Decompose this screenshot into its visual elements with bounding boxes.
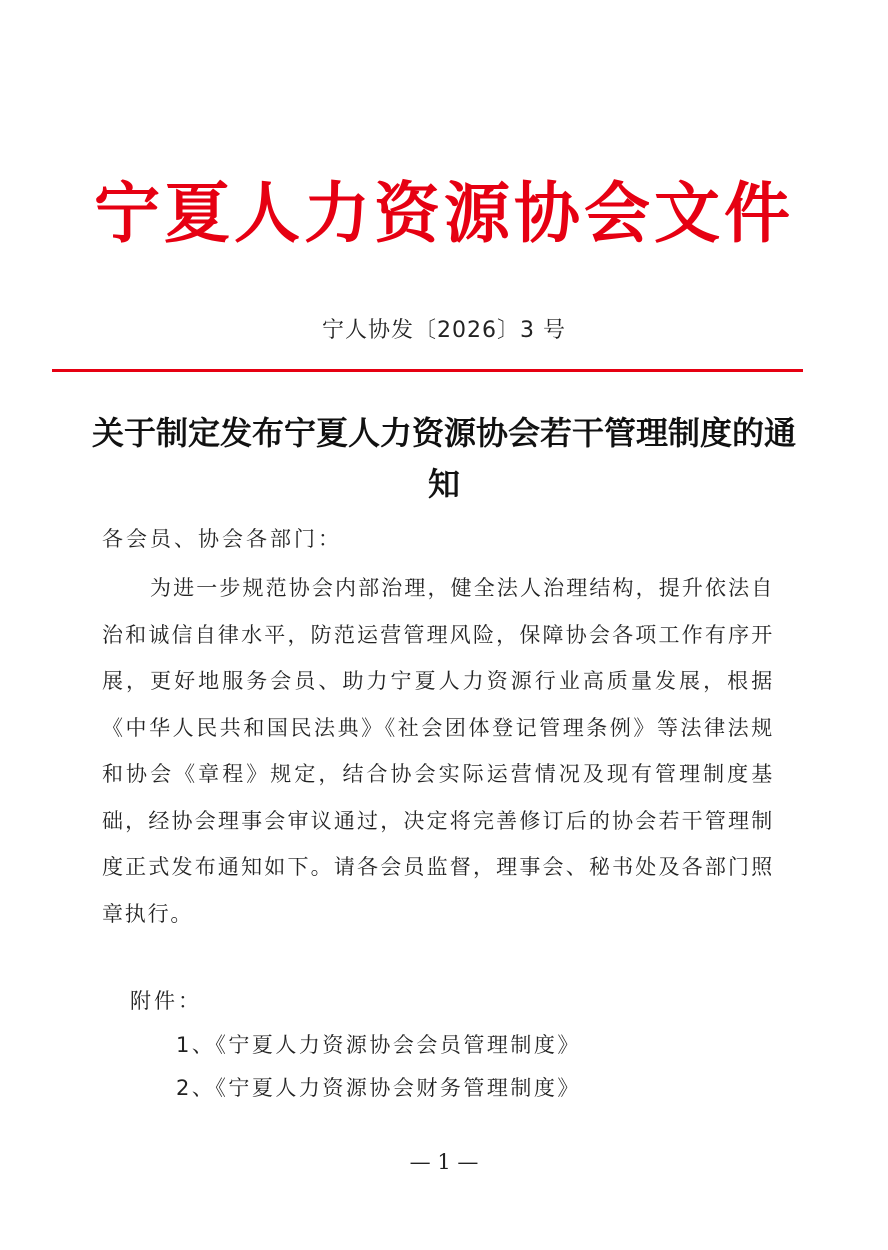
body-paragraph: 为进一步规范协会内部治理，健全法人治理结构，提升依法自治和诚信自律水平，防范运营管理风险，保障协会各项工作有序开展，更好地服务会员、助力宁夏人力资源行业高质量发展，根据《中华人民共和国民法典》《社会团体登记管理条例》等法律法规和协会《章程》规定，结合协会实际运营情况及现有管理制度基础，经协会理事会审议通过，决定将完善修订后的协会若干管理制度正式发布通知如下。请各会员监督，理事会、秘书处及各部门照章执行。 [102, 576, 774, 926]
attachment-item: 2、《宁夏人力资源协会财务管理制度》 [176, 1076, 581, 1100]
attachments-label: 附件： [130, 989, 202, 1013]
red-separator-line [52, 369, 803, 372]
page-number: — 1 — [409, 1150, 479, 1174]
notice-title: 关于制定发布宁夏人力资源协会若干管理制度的通知 [91, 414, 796, 503]
salutation: 各会员、协会各部门： [102, 527, 342, 551]
masthead-title: 宁夏人力资源协会文件 [94, 174, 794, 252]
attachment-item: 1、《宁夏人力资源协会会员管理制度》 [176, 1033, 581, 1057]
document-number: 宁人协发〔2026〕3 号 [322, 318, 566, 343]
